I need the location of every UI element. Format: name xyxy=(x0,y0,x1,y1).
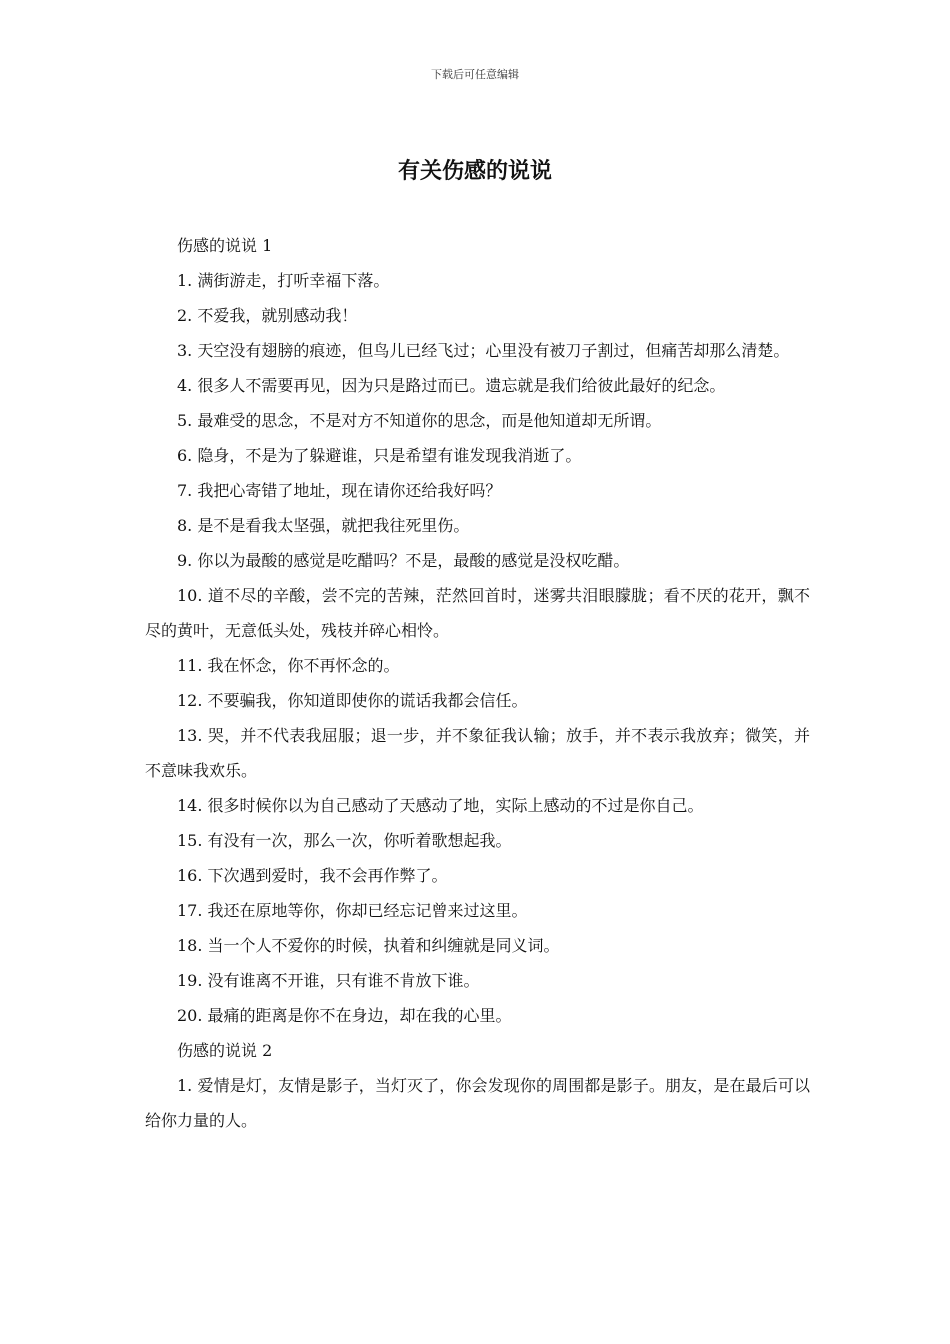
list-item: 16. 下次遇到爱时，我不会再作弊了。 xyxy=(177,866,448,885)
list-item: 10. 道不尽的辛酸，尝不完的苦辣，茫然回首时，迷雾共泪眼朦胧；看不厌的花开，飘不尽的黄叶，无意低头处，残枝并碎心相怜。 xyxy=(145,586,810,640)
list-item: 2. 不爱我，就别感动我！ xyxy=(177,306,358,325)
document-title: 有关伤感的说说 xyxy=(397,159,552,184)
section-heading: 伤感的说说 1 xyxy=(177,236,273,255)
list-item: 14. 很多时候你以为自己感动了天感动了地，实际上感动的不过是你自己。 xyxy=(177,796,704,815)
list-item: 18. 当一个人不爱你的时候，执着和纠缠就是同义词。 xyxy=(177,936,560,955)
list-item: 1. 爱情是灯，友情是影子，当灯灭了，你会发现你的周围都是影子。朋友，是在最后可以给你力量的人。 xyxy=(145,1076,810,1130)
list-item: 8. 是不是看我太坚强，就把我往死里伤。 xyxy=(177,516,470,535)
document-body xyxy=(145,228,810,1138)
list-item: 6. 隐身，不是为了躲避谁，只是希望有谁发现我消逝了。 xyxy=(177,446,582,465)
list-item: 15. 有没有一次，那么一次，你听着歌想起我。 xyxy=(177,831,512,850)
page-header: 下载后可任意编辑 xyxy=(431,68,519,81)
list-item: 9. 你以为最酸的感觉是吃醋吗？不是，最酸的感觉是没权吃醋。 xyxy=(177,551,630,570)
list-item: 11. 我在怀念，你不再怀念的。 xyxy=(177,656,400,675)
list-item: 7. 我把心寄错了地址，现在请你还给我好吗？ xyxy=(177,481,502,500)
list-item: 13. 哭，并不代表我屈服；退一步，并不象征我认输；放手，并不表示我放弃；微笑，并不意味我欢乐。 xyxy=(145,726,810,780)
list-item: 19. 没有谁离不开谁，只有谁不肯放下谁。 xyxy=(177,971,480,990)
list-item: 1. 满街游走，打听幸福下落。 xyxy=(177,271,390,290)
list-item: 3. 天空没有翅膀的痕迹，但鸟儿已经飞过；心里没有被刀子割过，但痛苦却那么清楚。 xyxy=(177,341,790,360)
list-item: 17. 我还在原地等你，你却已经忘记曾来过这里。 xyxy=(177,901,528,920)
list-item: 12. 不要骗我，你知道即使你的谎话我都会信任。 xyxy=(177,691,528,710)
section-heading: 伤感的说说 2 xyxy=(177,1041,273,1060)
list-item: 4. 很多人不需要再见，因为只是路过而已。遗忘就是我们给彼此最好的纪念。 xyxy=(177,376,726,395)
list-item: 20. 最痛的距离是你不在身边，却在我的心里。 xyxy=(177,1006,512,1025)
list-item: 5. 最难受的思念，不是对方不知道你的思念，而是他知道却无所谓。 xyxy=(177,411,662,430)
